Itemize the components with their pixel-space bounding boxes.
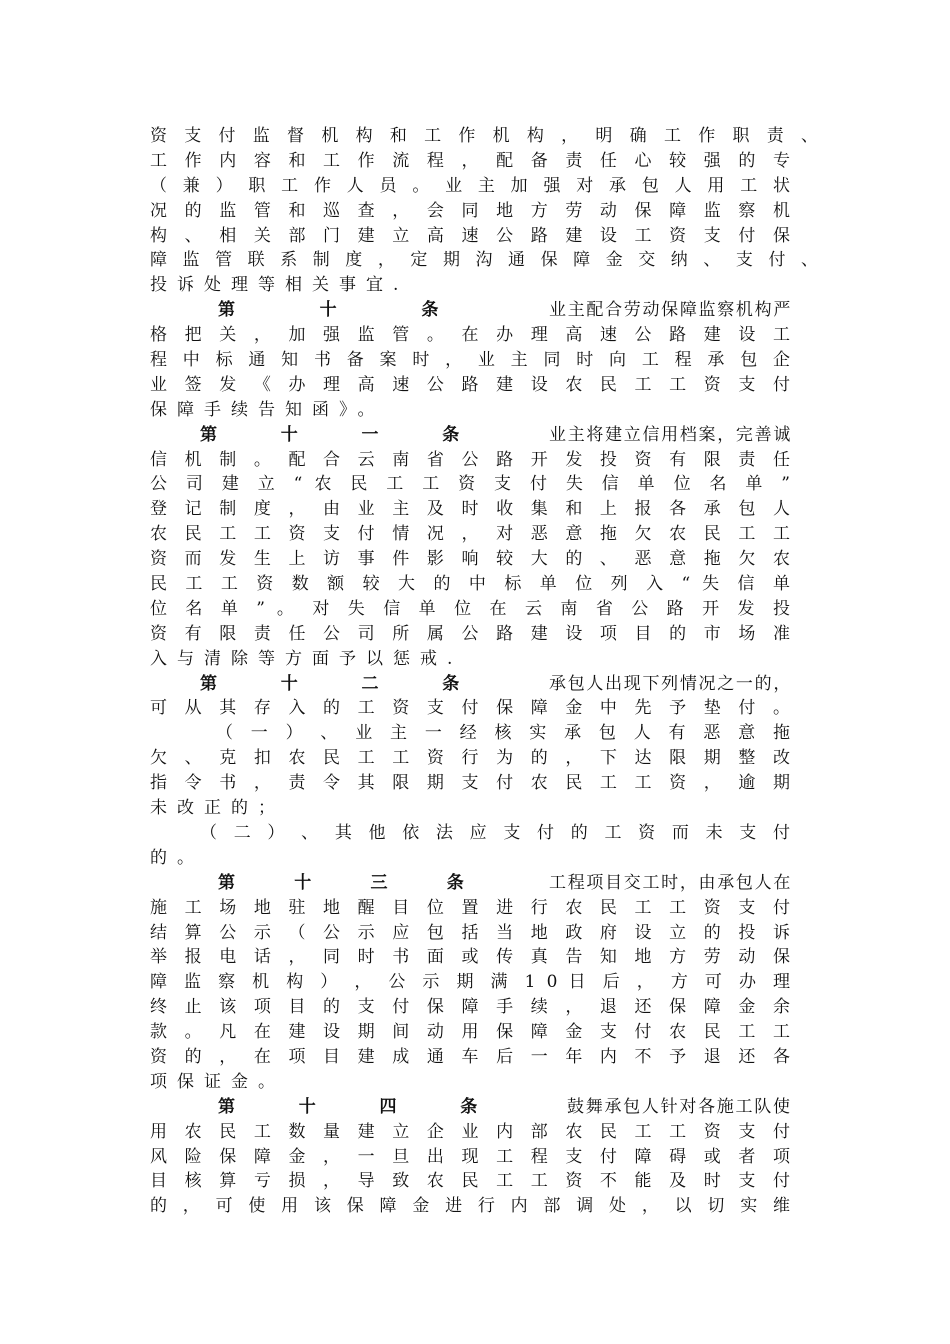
paragraph-last-line: 项保证金。 — [150, 1071, 285, 1092]
article-heading: 第十条 — [218, 300, 523, 321]
text-line: 欠 、 克 扣 农 民 工 工 资 行 为 的 ， 下 达 限 期 整 改 — [150, 748, 790, 769]
article-text: 工 程 项 目 交 工 时 ， 由 承 包 人 在 — [549, 872, 791, 893]
article-first-line — [150, 672, 790, 697]
text-line: 资 的 ， 在 项 目 建 成 通 车 后 一 年 内 不 予 退 还 各 — [150, 1046, 790, 1067]
sub-item-line: （ 二 ） 、 其 他 依 法 应 支 付 的 工 资 而 未 支 付 — [200, 822, 790, 843]
text-line: 资 支 付 监 督 机 构 和 工 作 机 构 ， 明 确 工 作 职 责 、 — [150, 126, 818, 146]
article-first-line — [150, 871, 790, 896]
paragraph-last-line: 投诉处理等相关事宜. — [150, 275, 409, 296]
text-line: 民 工 工 资 数 额 较 大 的 中 标 单 位 列 入 “ 失 信 单 — [150, 574, 790, 595]
text-line: 工 作 内 容 和 工 作 流 程 ， 配 备 责 任 心 较 强 的 专 — [150, 150, 790, 171]
text-line: 的 ， 可 使 用 该 保 障 金 进 行 内 部 调 处 ， 以 切 实 维 — [150, 1196, 790, 1217]
text-line: 举 报 电 话 ， 同 时 书 面 或 传 真 告 知 地 方 劳 动 保 — [150, 947, 790, 968]
text-line: 位 名 单 ” 。 对 失 信 单 位 在 云 南 省 公 路 开 发 投 — [150, 598, 790, 619]
article-first-line — [150, 423, 790, 448]
paragraph-last-line: 未改正的； — [150, 798, 285, 819]
article-text: 业 主 将 建 立 信 用 档 案 ， 完 善 诚 — [549, 424, 791, 445]
text-line: 业 签 发 《 办 理 高 速 公 路 建 设 农 民 工 工 资 支 付 — [150, 374, 790, 395]
text-line: 信 机 制 。 配 合 云 南 省 公 路 开 发 投 资 有 限 责 任 — [150, 449, 790, 470]
article-text: 业 主 配 合 劳 动 保 障 监 察 机 构 严 — [549, 300, 791, 321]
text-line: 终 止 该 项 目 的 支 付 保 障 手 续 ， 退 还 保 障 金 余 — [150, 997, 790, 1018]
article-heading: 第十四条 — [218, 1096, 541, 1117]
text-line: 施 工 场 地 驻 地 醒 目 位 置 进 行 农 民 工 工 资 支 付 — [150, 897, 790, 918]
text-line: 程 中 标 通 知 书 备 案 时 ， 业 主 同 时 向 工 程 承 包 企 — [150, 350, 790, 371]
document-page — [150, 124, 818, 1219]
text-line: 登 记 制 度 ， 由 业 主 及 时 收 集 和 上 报 各 承 包 人 — [150, 499, 790, 520]
sub-item-line: （ 一 ） 、 业 主 一 经 核 实 承 包 人 有 恶 意 拖 — [216, 723, 790, 744]
text-line: 可 从 其 存 入 的 工 资 支 付 保 障 金 中 先 予 垫 付 。 — [150, 698, 790, 719]
article-heading: 第十三条 — [218, 872, 523, 893]
text-line: 农 民 工 工 资 支 付 情 况 ， 对 恶 意 拖 欠 农 民 工 工 — [150, 524, 790, 545]
text-line: 用 农 民 工 数 量 建 立 企 业 内 部 农 民 工 工 资 支 付 — [150, 1121, 790, 1142]
text-line: 况 的 监 管 和 巡 查 ， 会 同 地 方 劳 动 保 障 监 察 机 — [150, 200, 790, 221]
text-line: 公 司 建 立 “ 农 民 工 工 资 支 付 失 信 单 位 名 单 ” — [150, 474, 790, 495]
text-line: 目 核 算 亏 损 ， 导 致 农 民 工 工 资 不 能 及 时 支 付 — [150, 1171, 790, 1192]
text-line: 格 把 关 ， 加 强 监 管 。 在 办 理 高 速 公 路 建 设 工 — [150, 325, 790, 346]
text-line: 障 监 察 机 构 ） ， 公 示 期 满 1 0 日 后 ， 方 可 办 理 — [150, 972, 790, 993]
text-line: 构 、 相 关 部 门 建 立 高 速 公 路 建 设 工 资 支 付 保 — [150, 225, 790, 246]
paragraph-last-line: 入与清除等方面予以惩戒. — [150, 648, 463, 669]
text-line: 资 有 限 责 任 公 司 所 属 公 路 建 设 项 目 的 市 场 准 — [150, 623, 790, 644]
paragraph-last-line: 的。 — [150, 847, 204, 868]
text-line: 指 令 书 ， 责 令 其 限 期 支 付 农 民 工 工 资 ， 逾 期 — [150, 773, 790, 794]
text-line: 风 险 保 障 金 ， 一 旦 出 现 工 程 支 付 障 碍 或 者 项 — [150, 1146, 790, 1167]
text-line: （ 兼 ） 职 工 作 人 员 。 业 主 加 强 对 承 包 人 用 工 状 — [150, 175, 790, 196]
text-line: 障 监 管 联 系 制 度 ， 定 期 沟 通 保 障 金 交 纳 、 支 付 、 — [150, 250, 818, 271]
paragraph-last-line: 保障手续告知函》。 — [150, 399, 385, 420]
article-first-line — [150, 1095, 790, 1120]
text-line: 资 而 发 生 上 访 事 件 影 响 较 大 的 、 恶 意 拖 欠 农 — [150, 549, 790, 570]
article-first-line — [150, 298, 790, 323]
article-text: 承 包 人 出 现 下 列 情 况 之 一 的 ， — [549, 673, 791, 694]
text-line: 结 算 公 示 （ 公 示 应 包 括 当 地 政 府 设 立 的 投 诉 — [150, 922, 790, 943]
article-heading: 第十一条 — [200, 424, 523, 445]
text-line: 款 。 凡 在 建 设 期 间 动 用 保 障 金 支 付 农 民 工 工 — [150, 1022, 790, 1043]
article-text: 鼓 舞 承 包 人 针 对 各 施 工 队 使 — [567, 1096, 790, 1117]
article-heading: 第十二条 — [200, 673, 523, 694]
